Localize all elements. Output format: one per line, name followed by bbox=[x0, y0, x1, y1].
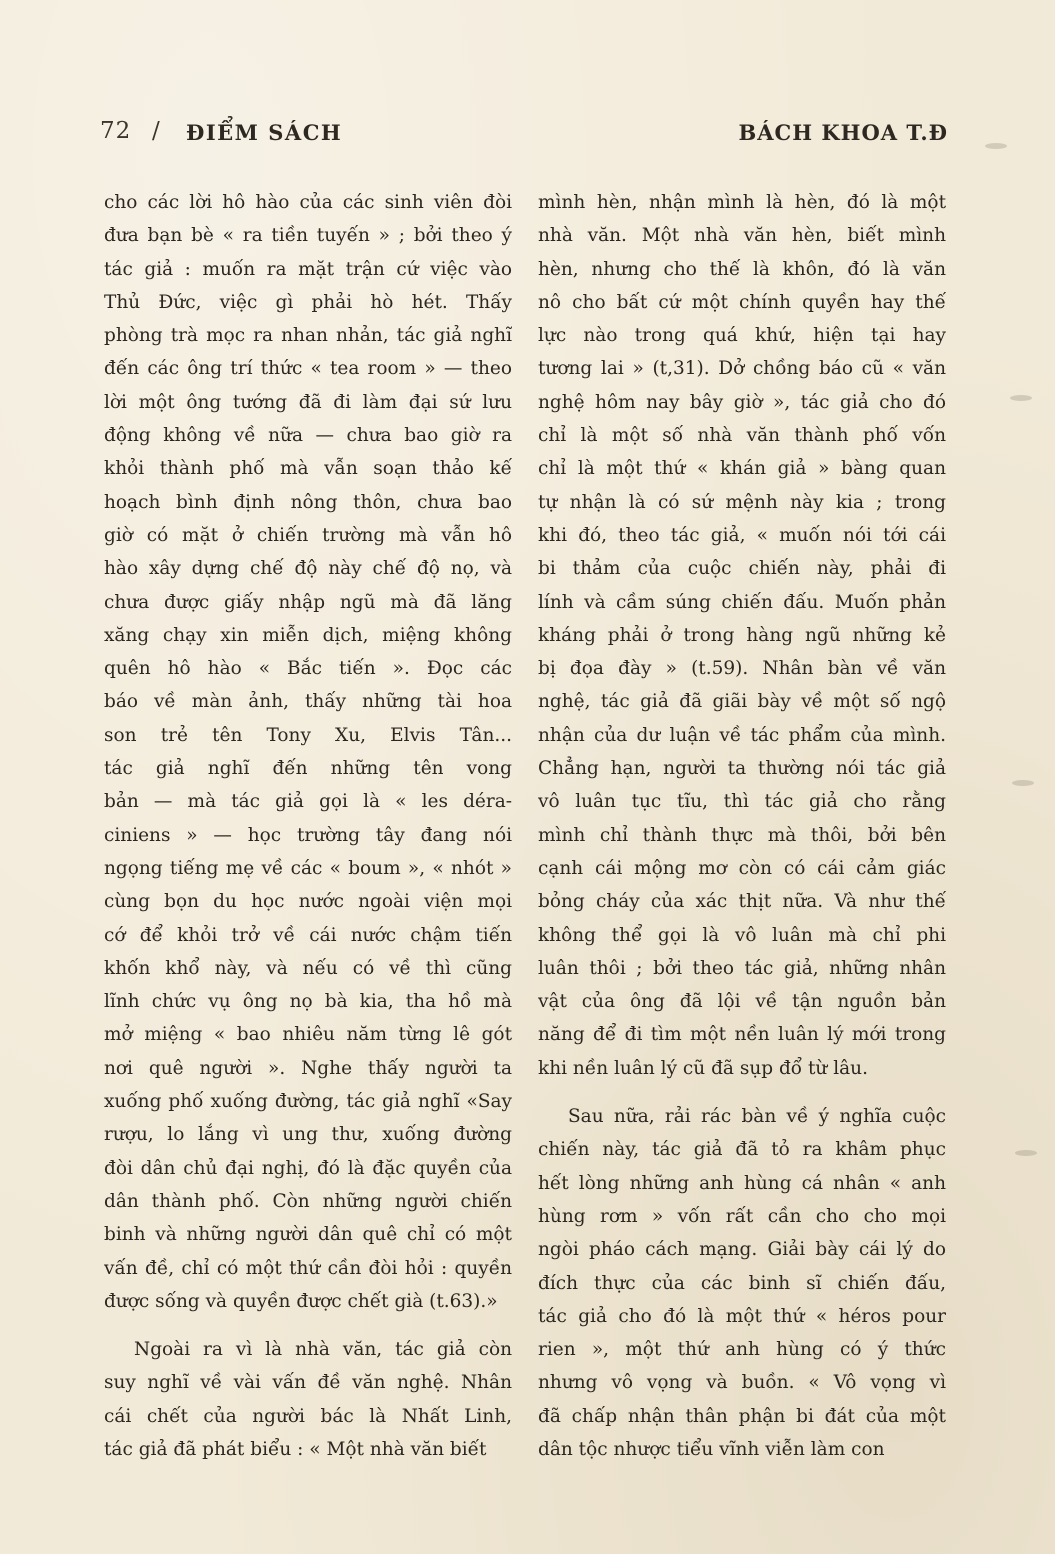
text-line: hết lòng những anh hùng cá nhân « anh bbox=[538, 1172, 946, 1194]
text-line: nhưng vô vọng và buồn. « Vô vọng vì bbox=[538, 1372, 946, 1394]
text-line: lời một ông tướng đã đi làm đại sứ lưu bbox=[104, 391, 512, 413]
text-line: mình hèn, nhận mình là hèn, đó là một bbox=[538, 192, 946, 213]
text-line: nghệ hôm nay bây giờ », tác giả cho đó bbox=[538, 391, 946, 413]
text-line: dân thành phố. Còn những người chiến bbox=[104, 1190, 512, 1212]
text-line: bỏng cháy của xác thịt nữa. Và như thế bbox=[538, 891, 946, 913]
text-line: cùng bọn du học nước ngoài viện mọi bbox=[104, 891, 512, 913]
text-line: nhận của dư luận về tác phẩm của mình. bbox=[538, 724, 946, 746]
text-line: vật của ông đã lội về tận nguồn bản bbox=[538, 991, 946, 1013]
header-separator: / bbox=[152, 118, 160, 144]
text-line: Thủ Đức, việc gì phải hò hét. Thấy bbox=[104, 291, 512, 313]
text-line: hào xây dựng chế độ này chế độ nọ, và bbox=[104, 558, 512, 580]
text-line: Chẳng hạn, người ta thường nói tác giả bbox=[538, 758, 946, 780]
text-line: hùng rơm » vốn rất cần cho cho mọi bbox=[538, 1205, 946, 1227]
text-line: mình chỉ thành thực mà thôi, bởi bên bbox=[538, 824, 946, 846]
text-line: đòi dân chủ đại nghị, đó là đặc quyền của bbox=[104, 1157, 512, 1179]
text-line: phòng trà mọc ra nhan nhản, tác giả nghĩ bbox=[104, 325, 512, 347]
text-line: xuống phố xuống đường, tác giả nghĩ «Say bbox=[104, 1091, 512, 1113]
text-line: cớ để khỏi trở về cái nước chậm tiến bbox=[104, 924, 512, 946]
text-line: vấn đề, chỉ có một thứ cần đòi hỏi : quyền bbox=[104, 1257, 512, 1279]
text-line: Sau nữa, rải rác bàn về ý nghĩa cuộc bbox=[568, 1106, 946, 1128]
text-line: Ngoài ra vì là nhà văn, tác giả còn bbox=[134, 1339, 512, 1361]
page-header bbox=[100, 118, 950, 154]
text-line: tự nhận là có sứ mệnh này kia ; trong bbox=[538, 491, 946, 513]
text-line: kháng phải ở trong hàng ngũ những kẻ bbox=[538, 624, 946, 646]
text-line: rien », một thứ anh hùng có ý thức bbox=[538, 1339, 946, 1361]
text-line: chiến này, tác giả đã tỏ ra khâm phục bbox=[538, 1139, 946, 1161]
text-line: hoạch bình định nông thôn, chưa bao bbox=[104, 491, 512, 513]
paper-blemish bbox=[1010, 395, 1032, 401]
text-line: xăng chạy xin miễn dịch, miệng không bbox=[104, 624, 512, 646]
text-line: đến các ông trí thức « tea room » — theo bbox=[104, 358, 512, 380]
text-line: cạnh cái mộng mơ còn có cái cảm giác bbox=[538, 857, 946, 879]
text-line: bản — mà tác giả gọi là « les déra- bbox=[104, 791, 512, 813]
text-line: nhà văn. Một nhà văn hèn, biết mình bbox=[538, 225, 946, 247]
text-line: binh và những người dân quê chỉ có một bbox=[104, 1224, 512, 1246]
text-line: lực nào trong quá khứ, hiện tại hay bbox=[538, 325, 946, 347]
text-line: vô luân tục tĩu, thì tác giả cho rằng bbox=[538, 791, 946, 813]
text-line: không thể gọi là vô luân mà chỉ phi bbox=[538, 924, 946, 946]
paper-blemish bbox=[1012, 780, 1034, 786]
text-line: nghệ, tác giả đã giãi bày về một số ngộ bbox=[538, 691, 946, 713]
text-line: ciniens » — học trường tây đang nói bbox=[104, 824, 512, 846]
text-line: khỏi thành phố mà vẫn soạn thảo kế bbox=[104, 458, 512, 480]
text-line: suy nghĩ về vài vấn đề văn nghệ. Nhân bbox=[104, 1372, 512, 1394]
text-line: rượu, lo lắng vì ung thư, xuống đường bbox=[104, 1124, 512, 1146]
text-line: cái chết của người bác là Nhất Linh, bbox=[104, 1405, 512, 1427]
text-line: mở miệng « bao nhiêu năm từng lê gót bbox=[104, 1024, 512, 1046]
text-line: lĩnh chức vụ ông nọ bà kia, tha hồ mà bbox=[104, 991, 512, 1013]
text-line: được sống và quyền được chết già (t.63).» bbox=[104, 1290, 498, 1312]
text-line: đưa bạn bè « ra tiền tuyến » ; bởi theo ý bbox=[104, 225, 512, 247]
text-line: tác giả cho đó là một thứ « héros pour bbox=[538, 1305, 946, 1327]
text-line: bị đọa đày » (t.59). Nhân bàn về văn bbox=[538, 658, 946, 680]
paper-blemish bbox=[985, 143, 1007, 149]
text-line: lính và cầm súng chiến đấu. Muốn phản bbox=[538, 591, 946, 613]
text-line: ngọng tiếng mẹ về các « boum », « nhót » bbox=[104, 857, 512, 879]
text-line: chỉ là một số nhà văn thành phố vốn bbox=[538, 425, 946, 447]
right-text-column bbox=[538, 186, 946, 1466]
text-line: ngòi pháo cách mạng. Giải bày cái lý do bbox=[538, 1239, 946, 1261]
text-line: hèn, nhưng cho thế là khôn, đó là văn bbox=[538, 258, 946, 280]
text-line: tác giả đã phát biểu : « Một nhà văn biết bbox=[104, 1438, 487, 1460]
text-line: khi đó, theo tác giả, « muốn nói tới cái bbox=[538, 524, 946, 546]
text-line: quên hô hào « Bắc tiến ». Đọc các bbox=[104, 658, 512, 680]
text-line: đích thực của các binh sĩ chiến đấu, bbox=[538, 1272, 946, 1294]
text-line: son trẻ tên Tony Xu, Elvis Tân... bbox=[104, 724, 512, 746]
text-line: động không về nữa — chưa bao giờ ra bbox=[104, 425, 512, 447]
text-line: đã chấp nhận thân phận bi đát của một bbox=[538, 1405, 946, 1427]
text-line: tác giả nghĩ đến những tên vong bbox=[104, 758, 512, 780]
text-line: chỉ là một thứ « khán giả » bàng quan bbox=[538, 458, 946, 480]
text-line: khốn khổ này, và nếu có về thì cũng bbox=[104, 957, 512, 979]
text-line: năng để đi tìm một nền luân lý mới trong bbox=[538, 1024, 946, 1046]
text-line: giờ có mặt ở chiến trường mà vẫn hô bbox=[104, 524, 512, 546]
text-line: dân tộc nhược tiểu vĩnh viễn làm con bbox=[538, 1438, 885, 1460]
magazine-title: BÁCH KHOA T.Đ bbox=[738, 120, 948, 145]
text-line: khi nền luân lý cũ đã sụp đổ từ lâu. bbox=[538, 1057, 868, 1079]
text-line: cho các lời hô hào của các sinh viên đòi bbox=[104, 192, 512, 213]
page-number: 72 bbox=[100, 118, 132, 144]
text-line: nơi quê người ». Nghe thấy người ta bbox=[104, 1057, 512, 1079]
text-line: chưa được giấy nhập ngũ mà đã lăng bbox=[104, 591, 512, 613]
text-line: báo về màn ảnh, thấy những tài hoa bbox=[104, 691, 512, 713]
text-line: nô cho bất cứ một chính quyền hay thế bbox=[538, 291, 946, 313]
paragraph-gap bbox=[104, 1318, 512, 1333]
text-line: luân thôi ; bởi theo tác giả, những nhân bbox=[538, 957, 946, 979]
text-line: tương lai » (t,31). Dở chồng báo cũ « văn bbox=[538, 358, 946, 380]
paragraph-gap bbox=[538, 1085, 946, 1100]
paper-blemish bbox=[1015, 1150, 1037, 1156]
text-line: tác giả : muốn ra mặt trận cứ việc vào bbox=[104, 258, 512, 280]
section-title: ĐIỂM SÁCH bbox=[186, 120, 343, 145]
left-text-column bbox=[104, 186, 512, 1466]
text-line: bi thảm của cuộc chiến này, phải đi bbox=[538, 558, 946, 580]
